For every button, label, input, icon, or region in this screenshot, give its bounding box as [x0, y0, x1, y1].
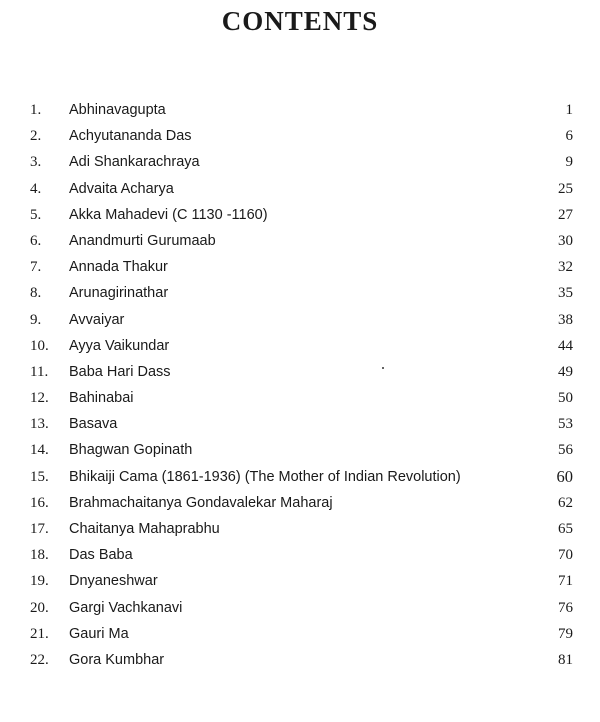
entry-page-number: 30	[558, 232, 573, 249]
entry-page-number: 70	[558, 547, 573, 564]
contents-entry[interactable]	[0, 411, 600, 437]
entry-number: 13.	[30, 416, 49, 433]
entry-number: 7.	[30, 259, 42, 276]
entry-page-number: 56	[558, 442, 573, 459]
entry-number: 6.	[30, 232, 42, 249]
contents-entry[interactable]	[0, 228, 600, 254]
contents-entry[interactable]	[0, 123, 600, 149]
entry-page-number: 62	[558, 494, 573, 511]
contents-entry[interactable]	[0, 359, 600, 385]
contents-entry[interactable]	[0, 176, 600, 202]
contents-entry[interactable]	[0, 254, 600, 280]
entry-title: Abhinavagupta	[69, 102, 166, 118]
contents-entry[interactable]	[0, 307, 600, 333]
entry-page-number: 32	[558, 259, 573, 276]
entry-number: 5.	[30, 206, 42, 223]
entry-title: Brahmachaitanya Gondavalekar Maharaj	[69, 494, 333, 511]
entry-title: Gora Kumbhar	[69, 651, 165, 668]
entry-title: Akka Mahadevi (C 1130 -1160)	[69, 206, 268, 223]
entry-title: Anandmurti Gurumaab	[69, 232, 216, 249]
entry-number: 14.	[30, 442, 49, 459]
entry-number: 21.	[30, 625, 49, 642]
entry-title: Das Baba	[69, 547, 133, 564]
entry-title: Baba Hari Dass	[69, 363, 171, 380]
entry-page-number: 1	[565, 102, 573, 118]
entry-number: 8.	[30, 285, 42, 302]
entry-number: 10.	[30, 337, 49, 354]
contents-entry[interactable]	[0, 542, 600, 568]
entry-page-number: 60	[556, 466, 573, 486]
entry-page-number: 53	[558, 416, 573, 433]
entry-number: 22.	[30, 651, 49, 668]
contents-entry[interactable]	[0, 437, 600, 463]
entry-number: 1.	[30, 102, 42, 118]
entry-number: 15.	[30, 468, 49, 485]
entry-page-number: 65	[558, 521, 573, 537]
contents-entry[interactable]	[0, 464, 600, 490]
entry-page-number: 6	[565, 128, 573, 145]
entry-page-number: 38	[558, 311, 573, 328]
entry-title: Chaitanya Mahaprabhu	[69, 521, 220, 537]
entry-number: 4.	[30, 180, 42, 197]
entry-page-number: 79	[558, 625, 573, 642]
contents-list	[0, 97, 600, 673]
entry-title: Adi Shankarachraya	[69, 154, 200, 171]
entry-number: 19.	[30, 573, 49, 590]
contents-entry[interactable]	[0, 568, 600, 594]
entry-number: 12.	[30, 390, 49, 407]
entry-number: 18.	[30, 547, 49, 564]
entry-number: 2.	[30, 128, 42, 145]
contents-entry[interactable]	[0, 621, 600, 647]
contents-entry[interactable]	[0, 333, 600, 359]
entry-number: 9.	[30, 311, 42, 328]
entry-title: Gargi Vachkanavi	[69, 599, 183, 616]
entry-title: Avvaiyar	[69, 311, 125, 328]
entry-number: 17.	[30, 521, 49, 537]
entry-title: Advaita Acharya	[69, 180, 174, 197]
contents-entry[interactable]	[0, 149, 600, 175]
page-title: CONTENTS	[221, 6, 379, 36]
entry-page-number: 27	[558, 206, 573, 223]
contents-entry[interactable]	[0, 97, 600, 123]
contents-entry[interactable]	[0, 595, 600, 621]
scan-speck	[382, 367, 384, 369]
entry-number: 20.	[30, 599, 49, 616]
entry-title: Ayya Vaikundar	[69, 337, 170, 354]
entry-title: Bahinabai	[69, 390, 134, 407]
contents-entry[interactable]	[0, 385, 600, 411]
entry-page-number: 50	[558, 390, 573, 407]
entry-page-number: 25	[558, 180, 573, 197]
entry-number: 16.	[30, 494, 49, 511]
contents-entry[interactable]	[0, 280, 600, 306]
entry-number: 11.	[30, 363, 49, 380]
entry-title: Dnyaneshwar	[69, 573, 158, 590]
entry-title: Annada Thakur	[69, 259, 168, 276]
entry-page-number: 35	[558, 285, 573, 302]
entry-page-number: 9	[565, 154, 573, 171]
entry-title: Achyutananda Das	[69, 128, 192, 145]
entry-title: Basava	[69, 416, 118, 433]
entry-title: Arunagirinathar	[69, 285, 169, 302]
contents-entry[interactable]	[0, 202, 600, 228]
entry-title: Gauri Ma	[69, 625, 129, 642]
entry-page-number: 44	[558, 337, 573, 354]
contents-entry[interactable]	[0, 490, 600, 516]
entry-page-number: 81	[558, 651, 573, 668]
entry-number: 3.	[30, 154, 42, 171]
entry-page-number: 71	[558, 573, 573, 590]
contents-entry[interactable]	[0, 516, 600, 542]
entry-title: Bhagwan Gopinath	[69, 442, 193, 459]
entry-title: Bhikaiji Cama (1861-1936) (The Mother of Indian Revolution)	[69, 468, 461, 485]
contents-entry[interactable]	[0, 647, 600, 673]
entry-page-number: 49	[558, 363, 573, 380]
entry-page-number: 76	[558, 599, 573, 616]
